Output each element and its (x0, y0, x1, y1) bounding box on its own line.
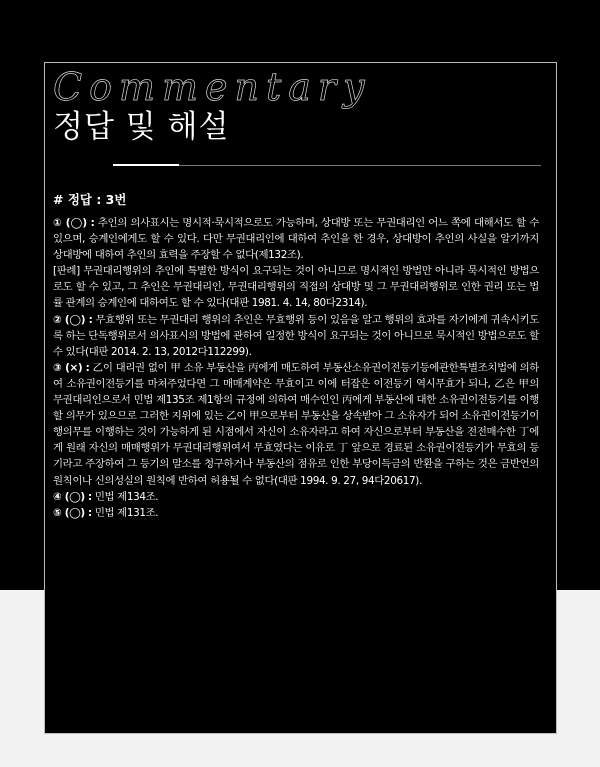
item-text: 민법 제131조. (91, 506, 159, 519)
explanation-item-3 (53, 360, 539, 489)
explanation-body (53, 215, 539, 521)
item-marker: ③ (×) : (53, 361, 90, 374)
item-marker: ① (◯) : (53, 217, 95, 229)
divider-accent (113, 164, 179, 166)
divider-line (179, 165, 541, 166)
item-text: [판례] 무권대리행위의 추인에 특별한 방식이 요구되는 것이 아니므로 명시적인 방법만 아니라 묵시적인 방법으로도 할 수 있고, 그 추인은 무권대리인, 무권대리행위의 직접의 상대방 및 그 무권대리행위로 인한 권리 또는 법률 관계의 승계인에 대하여도 할 수 있다(대판 1981. 4. 14, 80다2314). (53, 265, 539, 310)
item-marker: ④ (◯) : (53, 490, 92, 503)
explanation-item-1 (53, 215, 539, 263)
script-title: Commentary (53, 65, 372, 109)
item-text: 민법 제134조. (91, 490, 159, 503)
item-marker: ② (◯) : (53, 313, 93, 326)
explanation-item-2 (53, 312, 539, 360)
answer-line: # 정답 : 3번 (53, 192, 127, 207)
precedent-note (53, 263, 539, 311)
item-text: 乙이 대리권 없이 甲 소유 부동산을 丙에게 매도하여 부동산소유권이전등기등에관한특별조치법에 의하여 소유권이전등기를 마쳐주었다면 그 매매계약은 무효이고 이에 터잡은 이전등기 역시무효가 되나, 乙은 甲의 무권대리인으로서 민법 제135조 제1항의 규정에 의하여 매수인인 丙에게 부동산에 대한 소유권이전등기를 이행할 의무가 있으므로 그러한 지위에 있는 乙이 甲으로부터 부동산을 상속받아 그 소유자가 되어 소유권이전등기이행의무를 이행하는 것이 가능하게 된 시점에서 자신이 소유자라고 하여 자신으로부터 부동산을 전전매수한 丁에게 원래 자신의 매매행위가 무권대리행위여서 무효였다는 이유로 丁 앞으로 경료된 소유권이전등기가 무효의 등기라고 주장하여 그 등기의 말소를 청구하거나 부동산의 점유로 인한 부당이득금의 반환을 구하는 것은 금반언의 원칙이나 신의성실의 원칙에 반하여 허용될 수 없다(대판 1994. 9. 27, 94다20617). (53, 361, 539, 487)
explanation-item-4 (53, 489, 539, 505)
explanation-item-5 (53, 505, 539, 521)
item-text: 무효행위 또는 무권대리 행위의 추인은 무효행위 등이 있음을 알고 행위의 효과를 자기에게 귀속시키도록 하는 단독행위로서 의사표시의 방법에 관하여 일정한 방식이 요구되는 것이 아니므로 묵시적인 방법으로도 할 수 있다(대판 2014. 2. 13, 2012다112299). (53, 313, 539, 358)
item-marker: ⑤ (◯) : (53, 506, 92, 519)
item-text: 추인의 의사표시는 명시적·묵시적으로도 가능하며, 상대방 또는 무권대리인 어느 쪽에 대해서도 할 수 있으며, 승계인에게도 할 수 있다. 다만 무권대리인에 대하여 추인을 한 경우, 상대방이 추인의 사실을 알기까지 상대방에 대하여 추인의 효력을 주장할 수 없다(제132조). (53, 217, 539, 262)
page-title: 정답 및 해설 (53, 109, 230, 145)
commentary-card (44, 62, 557, 734)
